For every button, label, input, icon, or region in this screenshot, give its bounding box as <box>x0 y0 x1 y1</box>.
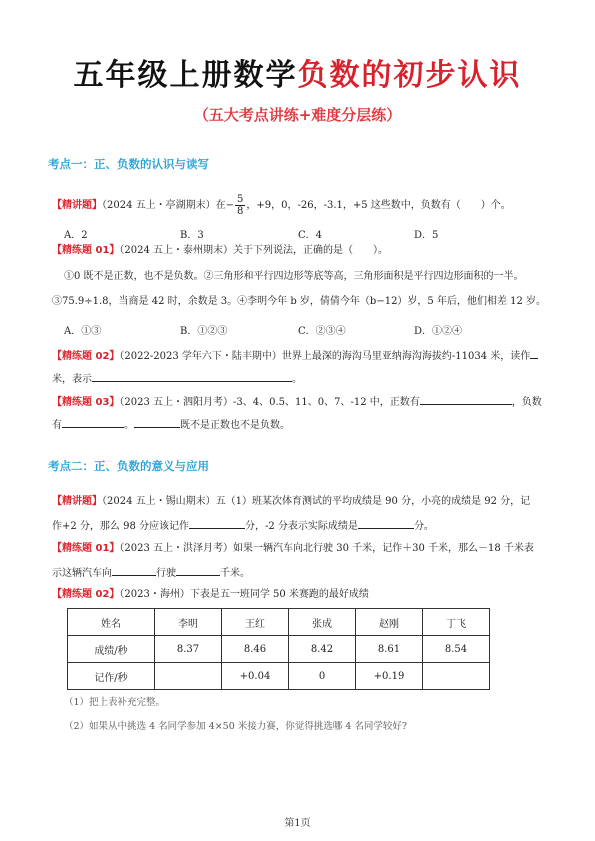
question-text: 分，-2 分表示实际成绩是 <box>245 521 358 532</box>
question-3-line-2 <box>52 371 302 387</box>
table-row <box>68 636 490 663</box>
table-cell: 王红 <box>222 609 289 636</box>
table-cell: 8.54 <box>423 636 490 663</box>
table-row <box>68 609 490 636</box>
question-2-statements-2: ③75.9÷1.8，当商是 42 时，余数是 3。④李明今年 b 岁，倩倩今年（b−12）岁，5 年后，他们相差 12 岁。 <box>52 296 547 307</box>
question-4-line-2 <box>52 417 290 433</box>
question-text-end: ，负数 <box>511 397 542 408</box>
title-part-grade: 五年级上册数学 <box>73 58 298 93</box>
question-text: （2023 五上・洪泽月考）如果一辆汽车向北行驶 30 千米，记作＋30 千米，那么－18 千米表 <box>119 543 534 554</box>
option-d: D．①②④ <box>414 326 463 337</box>
score-table <box>67 608 490 690</box>
question-text: 。 <box>124 420 134 431</box>
question-text: （2024 五上・锡山期末）五（1）班某次体育测试的平均成绩是 90 分，小亮的成绩是 92 分，记 <box>102 496 531 507</box>
table-cell: 赵刚 <box>356 609 423 636</box>
question-text: 有 <box>52 420 62 431</box>
answer-blank[interactable] <box>176 565 220 576</box>
question-tag: 【精练题 01】 <box>52 245 120 256</box>
option-b: B．①②③ <box>180 326 228 337</box>
question-4 <box>52 394 542 410</box>
question-text-end: 分。 <box>413 521 434 532</box>
fraction <box>235 194 245 217</box>
table-cell: 0 <box>289 663 356 690</box>
page-subtitle: （五大考点讲练+难度分层练） <box>193 106 402 124</box>
sub-question-2: （2）如果从中挑选 4 名同学参加 4×50 米接力赛，你觉得挑选哪 4 名同学较好? <box>64 721 407 732</box>
question-text: 行驶 <box>156 568 176 579</box>
question-tag: 【精练题 01】 <box>52 543 120 554</box>
table-cell: 8.46 <box>222 636 289 663</box>
table-cell: 8.61 <box>356 636 423 663</box>
table-cell: 姓名 <box>68 609 155 636</box>
answer-blank[interactable] <box>92 371 292 382</box>
question-text-end: 千米。 <box>220 568 250 579</box>
question-text: （2024 五上・泰州期末）关于下列说法，正确的是（ ）。 <box>119 245 389 256</box>
table-cell: 成绩/秒 <box>68 636 155 663</box>
question-5 <box>52 495 530 509</box>
section-heading-1: 考点一：正、负数的认识与读写 <box>48 157 209 171</box>
question-2 <box>52 244 388 258</box>
question-tag: 【精讲题】 <box>52 496 102 507</box>
fraction-denominator: 8 <box>237 206 244 217</box>
question-text: （2024 五上・亭湖期末）在− <box>102 200 235 211</box>
table-cell: 丁飞 <box>423 609 490 636</box>
question-1 <box>52 194 511 217</box>
answer-blank[interactable] <box>62 417 124 428</box>
question-tag: 【精练题 02】 <box>52 589 120 600</box>
question-text: 示这辆汽车向 <box>52 568 112 579</box>
table-cell: 张成 <box>289 609 356 636</box>
question-text-end: 。 <box>292 374 302 385</box>
question-tag: 【精讲题】 <box>52 200 102 211</box>
fraction-numerator: 5 <box>237 194 244 205</box>
question-7 <box>52 588 369 602</box>
title-part-topic: 负数的初步认识 <box>297 58 522 93</box>
question-text: （2023・海州）下表是五一班同学 50 米赛跑的最好成绩 <box>119 589 369 600</box>
answer-blank[interactable] <box>112 565 156 576</box>
question-5-line-2 <box>52 518 434 534</box>
question-3 <box>52 348 538 364</box>
option-c: C．②③④ <box>298 326 346 337</box>
answer-blank[interactable] <box>358 518 414 529</box>
question-6 <box>52 542 534 556</box>
table-cell: 8.42 <box>289 636 356 663</box>
question-text: 米，表示 <box>52 374 92 385</box>
question-text: （2023 五上・泗阳月考）-3、4、0.5、11、0、7、-12 中，正数有 <box>119 397 420 408</box>
answer-blank[interactable] <box>189 518 245 529</box>
section-heading-2: 考点二：正、负数的意义与应用 <box>48 459 209 473</box>
question-tag: 【精练题 02】 <box>52 351 120 362</box>
table-cell: +0.04 <box>222 663 289 690</box>
table-cell: 李明 <box>155 609 222 636</box>
sub-question-1: （1）把上表补充完整。 <box>64 697 166 708</box>
table-cell: 记作/秒 <box>68 663 155 690</box>
answer-blank[interactable] <box>420 394 512 405</box>
table-row <box>68 663 490 690</box>
option-d: D．5 <box>414 230 439 241</box>
question-tag: 【精练题 03】 <box>52 397 120 408</box>
question-6-line-2 <box>52 565 250 581</box>
option-a: A．2 <box>64 230 88 241</box>
question-text: （2022-2023 学年六下・陆丰期中）世界上最深的海沟马里亚纳海沟海拔约-11034 米，读作 <box>119 351 531 362</box>
answer-blank[interactable] <box>530 348 538 359</box>
table-cell: 8.37 <box>155 636 222 663</box>
question-text-end: ，+9，0，-26，-3.1，+5 这些数中，负数有（ ）个。 <box>246 200 511 211</box>
answer-blank[interactable] <box>134 417 180 428</box>
page-title <box>0 50 595 94</box>
question-text-end: 既不是正数也不是负数。 <box>180 420 290 431</box>
question-2-statements-1: ①0 既不是正数，也不是负数。②三角形和平行四边形等底等高，三角形面积是平行四边形面积的一半。 <box>64 271 524 282</box>
question-text: 作+2 分，那么 98 分应该记作 <box>52 521 190 532</box>
table-cell: +0.19 <box>356 663 423 690</box>
table-cell-blank[interactable] <box>155 663 222 690</box>
page-number: 第1页 <box>284 818 311 829</box>
option-b: B．3 <box>180 230 204 241</box>
table-cell-blank[interactable] <box>423 663 490 690</box>
option-c: C．4 <box>298 230 323 241</box>
option-a: A．①③ <box>64 326 102 337</box>
